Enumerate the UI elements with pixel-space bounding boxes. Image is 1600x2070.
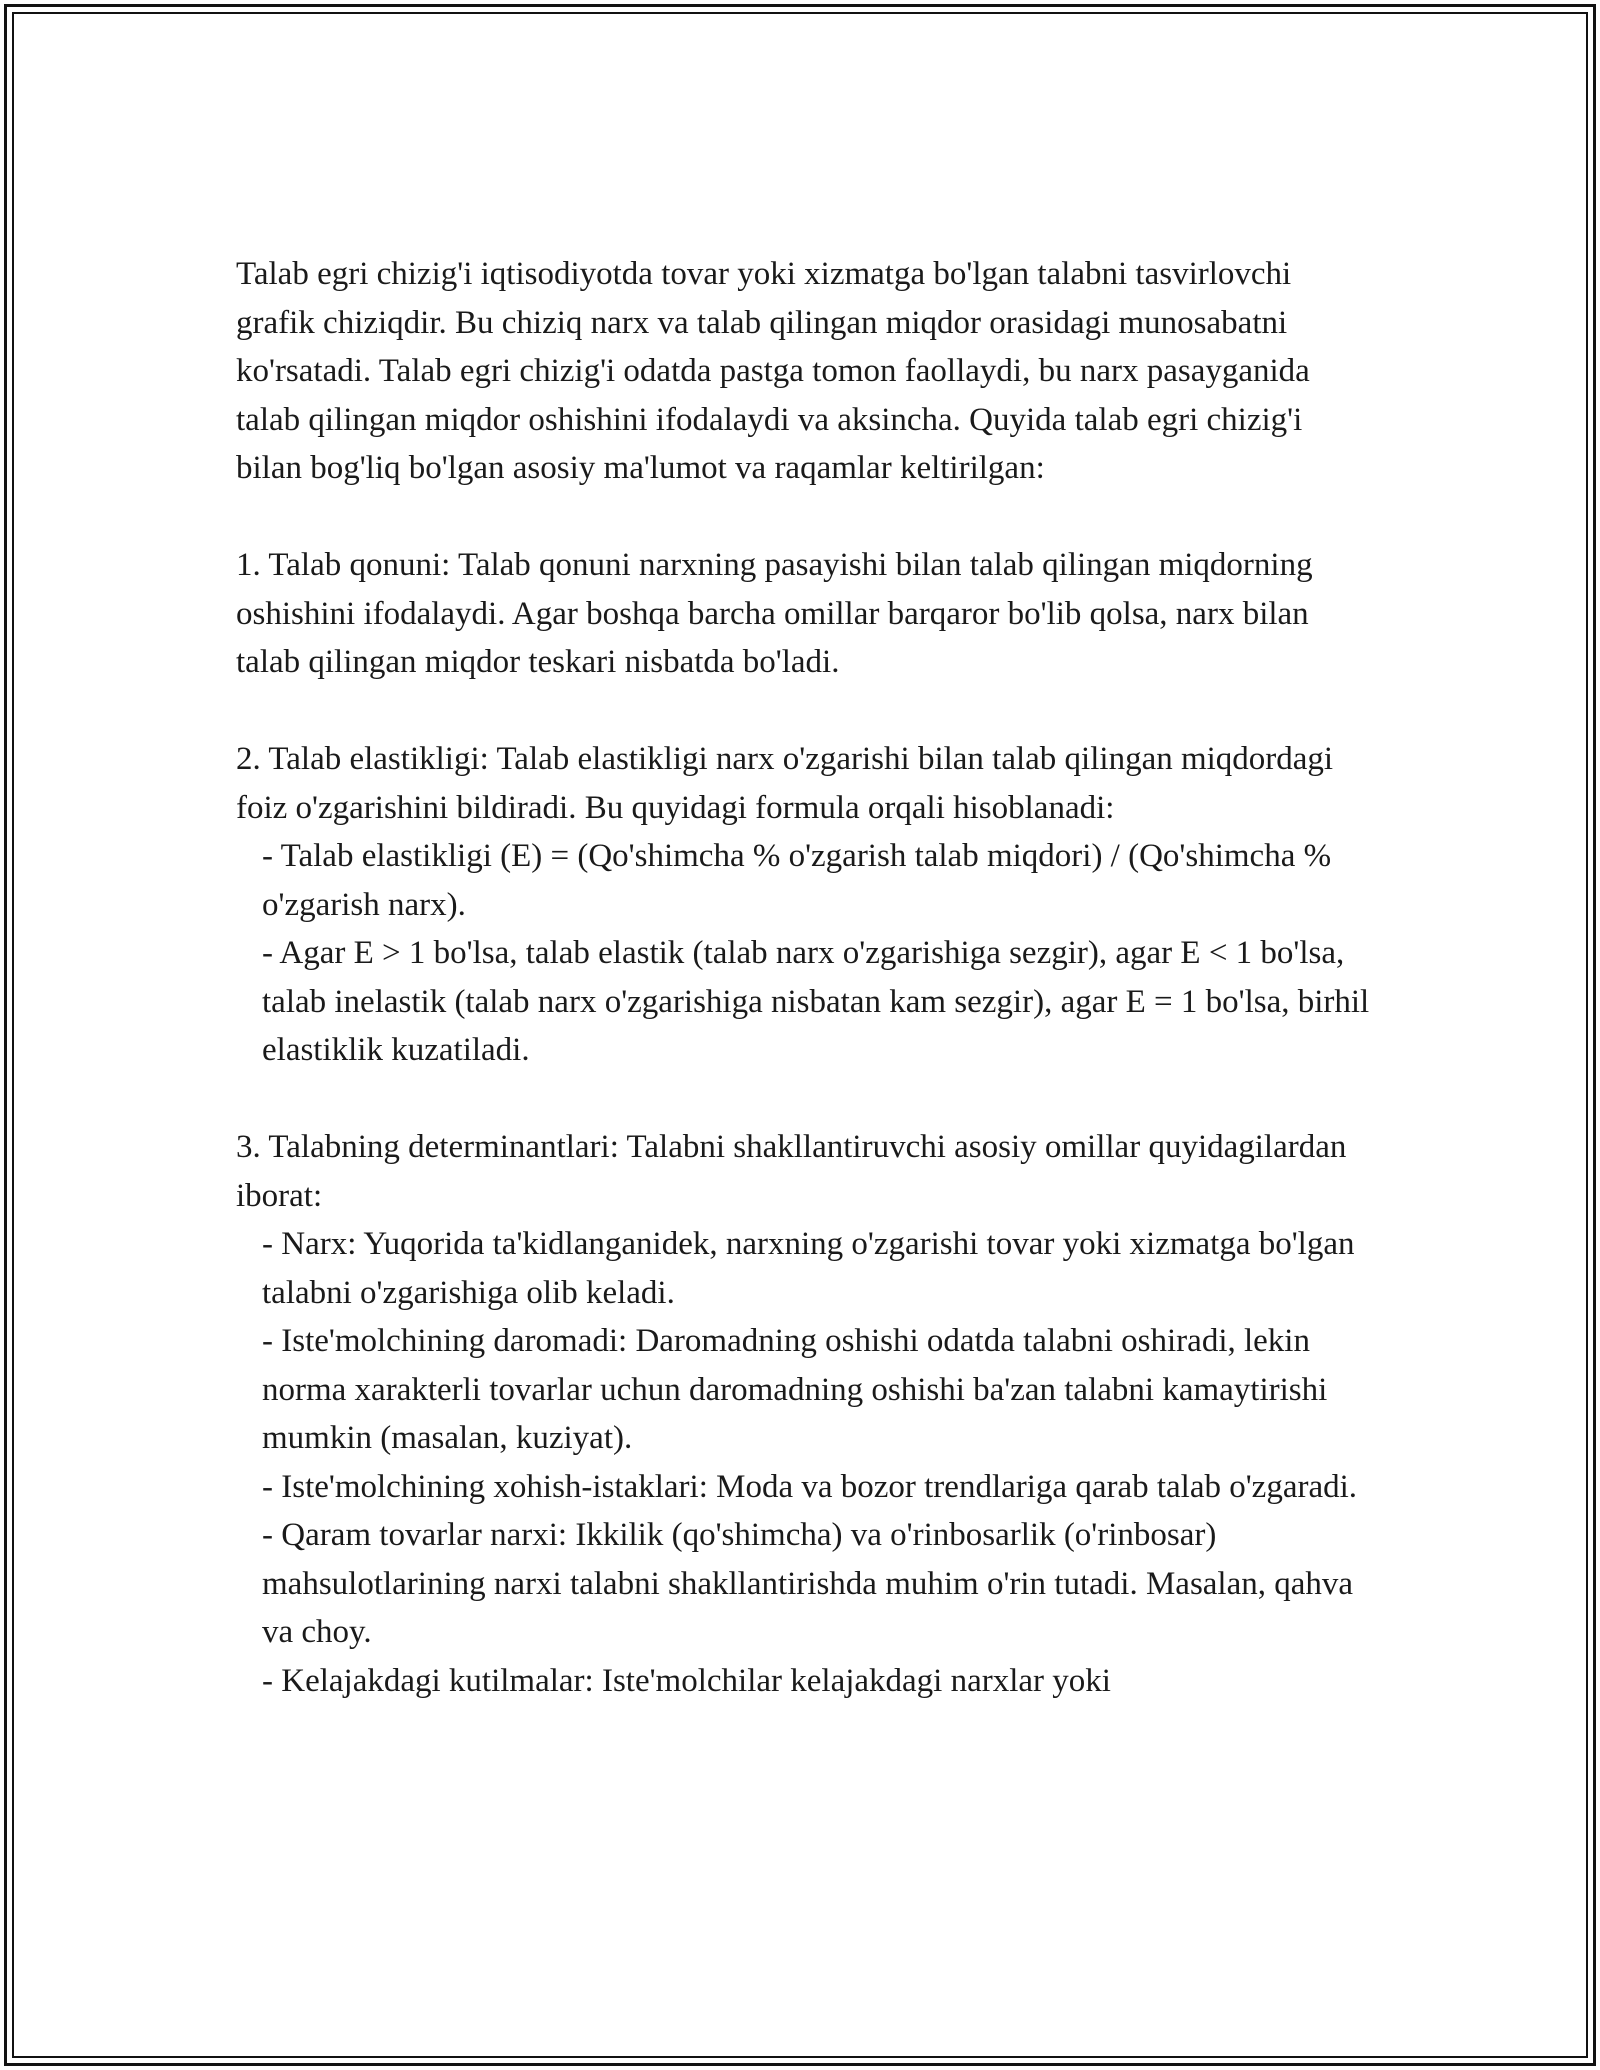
section-3-bullet-price: - Narx: Yuqorida ta'kidlanganidek, narxning o'zgarishi tovar yoki xizmatga bo'lgan talabni o'zgarishiga olib keladi. bbox=[262, 1226, 1355, 1311]
section-3-bullet-income: - Iste'molchining daromadi: Daromadning oshishi odatda talabni oshiradi, lekin norma xarakterli tovarlar uchun daromadning oshishi ba'zan talabni kamaytirishi mumkin (masalan, kuziyat). bbox=[262, 1323, 1328, 1456]
section-3-bullet-preferences: - Iste'molchining xohish-istaklari: Moda va bozor trendlariga qarab talab o'zgaradi. bbox=[262, 1468, 1358, 1505]
paragraph-spacer bbox=[236, 687, 1376, 736]
intro-paragraph: Talab egri chizig'i iqtisodiyotda tovar yoki xizmatga bo'lgan talabni tasvirlovchi grafik chiziqdir. Bu chiziq narx va talab qilingan miqdor orasidagi munosabatni ko'rsatadi. Talab egri chizig'i odatda pastga tomon faollaydi, bu narx pasayganida talab qilingan miqdor oshishini ifodalaydi va aksincha. Quyida talab egri chizig'i bilan bog'liq bo'lgan asosiy ma'lumot va raqamlar keltirilgan: bbox=[236, 256, 1310, 486]
section-3-bullet-expectations: - Kelajakdagi kutilmalar: Iste'molchilar kelajakdagi narxlar yoki bbox=[262, 1662, 1111, 1699]
paragraph-spacer bbox=[236, 493, 1376, 542]
section-3-paragraph: 3. Talabning determinantlari: Talabni shakllantiruvchi asosiy omillar quyidagilardan iborat: bbox=[236, 1129, 1347, 1214]
section-2-bullet-formula: - Talab elastikligi (E) = (Qo'shimcha % o'zgarish talab miqdori) / (Qo'shimcha % o'zgarish narx). bbox=[262, 838, 1332, 923]
section-1-paragraph: 1. Talab qonuni: Talab qonuni narxning pasayishi bilan talab qilingan miqdorning oshishini ifodalaydi. Agar boshqa barcha omillar barqaror bo'lib qolsa, narx bilan talab qilingan miqdor teskari nisbatda bo'ladi. bbox=[236, 547, 1313, 680]
section-2-paragraph: 2. Talab elastikligi: Talab elastikligi narx o'zgarishi bilan talab qilingan miqdordagi foiz o'zgarishini bildiradi. Bu quyidagi formula orqali hisoblanadi: bbox=[236, 741, 1334, 826]
section-3-bullet-related-goods: - Qaram tovarlar narxi: Ikkilik (qo'shimcha) va o'rinbosarlik (o'rinbosar) mahsulotlarining narxi talabni shakllantirishda muhim o'rin tutadi. Masalan, qahva va choy. bbox=[262, 1517, 1354, 1650]
document-body bbox=[236, 250, 1376, 1705]
paragraph-spacer bbox=[236, 1075, 1376, 1124]
section-2-bullet-interpretation: - Agar E > 1 bo'lsa, talab elastik (talab narx o'zgarishiga sezgir), agar E < 1 bo'lsa, talab inelastik (talab narx o'zgarishiga nisbatan kam sezgir), agar E = 1 bo'lsa, birhil elastiklik kuzatiladi. bbox=[262, 935, 1370, 1068]
